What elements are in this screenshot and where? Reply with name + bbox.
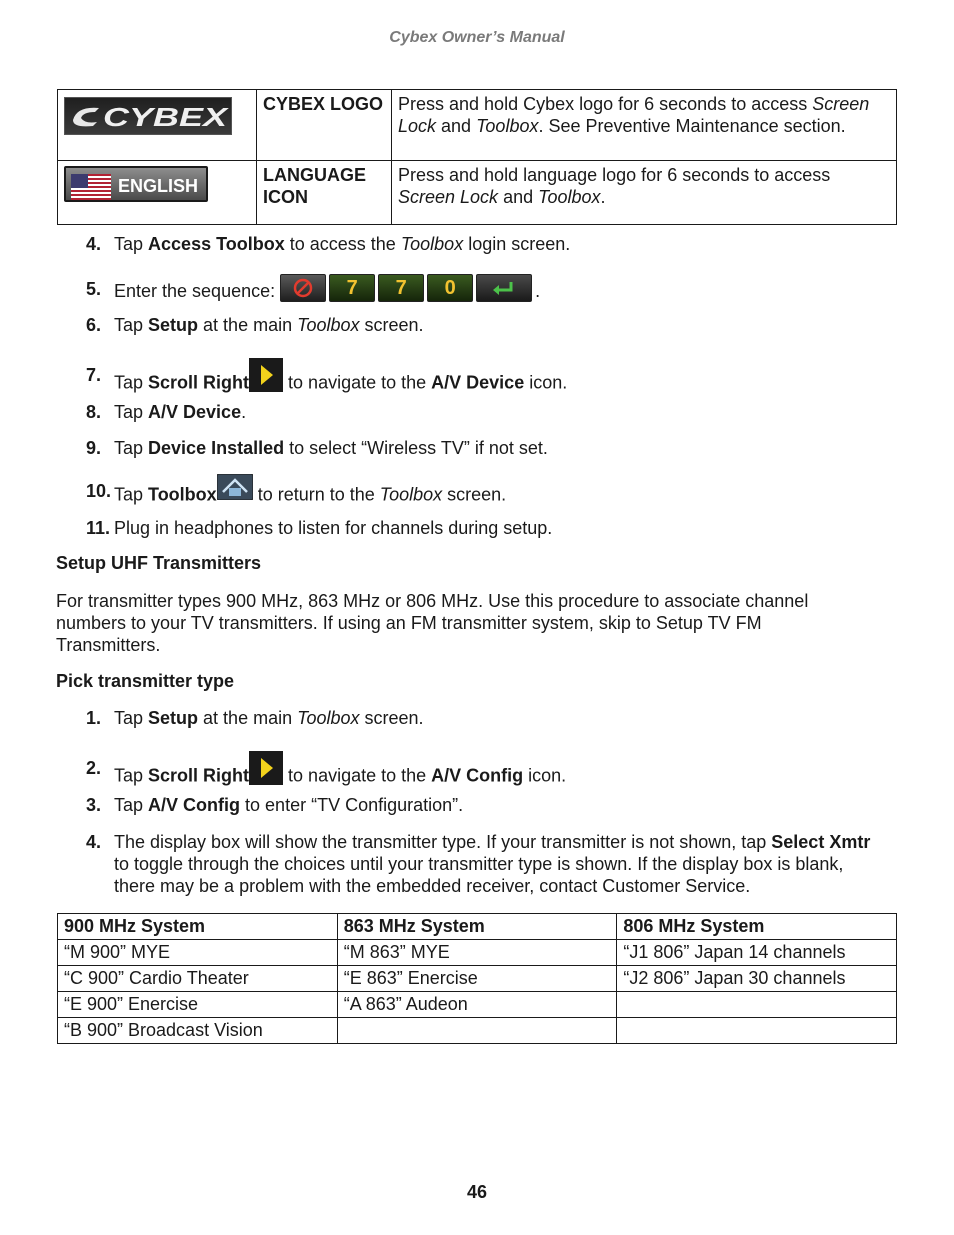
- instruction-text: Enter the sequence:: [114, 280, 281, 301]
- table-row: [58, 966, 897, 992]
- digit-key[interactable]: 7: [329, 274, 375, 302]
- ui-term: Scroll Right: [148, 372, 250, 393]
- icon-name-cell: [257, 90, 392, 161]
- list-item: [86, 401, 876, 423]
- table-cell: “E 863” Enercise: [337, 966, 617, 992]
- list-item: [86, 707, 876, 729]
- description-emphasis: Toolbox: [476, 116, 539, 136]
- column-header: 806 MHz System: [617, 914, 897, 940]
- instruction-text: icon.: [523, 765, 567, 786]
- cybex-logo-icon[interactable]: [64, 97, 232, 135]
- step-text: [114, 480, 876, 511]
- ui-term: A/V Config: [431, 765, 524, 786]
- table-cell: “C 900” Cardio Theater: [58, 966, 338, 992]
- step-text: [114, 364, 876, 403]
- description-text: Press and hold Cybex logo for 6 seconds to access: [398, 94, 813, 114]
- instruction-text: to access the: [284, 234, 401, 254]
- step-number: 1.: [86, 708, 102, 728]
- language-button[interactable]: [64, 166, 208, 202]
- icon-name-cell: [257, 161, 392, 225]
- step-text: [114, 401, 876, 423]
- scroll-right-icon[interactable]: [249, 358, 283, 397]
- instruction-text: Tap: [114, 484, 149, 505]
- step-text: [114, 831, 876, 897]
- instruction-text: Tap: [114, 402, 149, 422]
- instruction-text: to return to the: [252, 484, 380, 505]
- english-flag-icon: [71, 174, 111, 200]
- list-item: [86, 437, 876, 459]
- icon-cell: [58, 161, 257, 225]
- step-number: 10.: [86, 481, 112, 501]
- table-cell: “J2 806” Japan 30 channels: [617, 966, 897, 992]
- instruction-text: .: [241, 402, 247, 422]
- instruction-text: Plug in headphones to listen for channels during setup.: [114, 518, 553, 538]
- table-row: [58, 1018, 897, 1044]
- list-item: [86, 480, 876, 511]
- cancel-key-icon[interactable]: [280, 274, 326, 302]
- step-text: [114, 794, 876, 816]
- instruction-text: screen.: [359, 708, 424, 728]
- table-row: [58, 940, 897, 966]
- list-item: [86, 314, 876, 336]
- list-item: [86, 757, 876, 796]
- instruction-text: The display box will show the transmitter type. If your transmitter is not shown, tap: [114, 832, 772, 852]
- ui-term: Toolbox: [148, 484, 217, 505]
- instruction-text: Tap: [114, 438, 149, 458]
- step-text: [114, 707, 876, 729]
- instruction-text: to enter “TV Configuration”.: [240, 795, 464, 815]
- list-item: [86, 233, 876, 255]
- digit-key[interactable]: 7: [378, 274, 424, 302]
- icon-description-cell: [392, 90, 897, 161]
- step-text: [114, 757, 876, 796]
- step-text: [114, 233, 876, 255]
- ui-term: Select Xmtr: [771, 832, 871, 852]
- instruction-text: to navigate to the: [283, 372, 432, 393]
- step-number: 4.: [86, 832, 102, 852]
- screen-name: Toolbox: [297, 708, 360, 728]
- instruction-text: to toggle through the choices until your transmitter type is shown. If the display box is blank, there may be a problem with the embedded receiver, contact Customer Service.: [114, 854, 844, 896]
- icon-name: LANGUAGE ICON: [263, 165, 366, 207]
- table-header-row: [58, 914, 897, 940]
- step-number: 5.: [86, 279, 102, 299]
- description-emphasis: Screen Lock: [398, 94, 870, 136]
- subsection-heading: Pick transmitter type: [56, 671, 235, 691]
- instruction-text: at the main: [198, 708, 298, 728]
- table-cell: “E 900” Enercise: [58, 992, 338, 1018]
- ui-term: Setup: [148, 315, 199, 335]
- step-number: 9.: [86, 438, 102, 458]
- instruction-text: to navigate to the: [283, 765, 432, 786]
- step-number: 7.: [86, 365, 102, 385]
- screen-name: Toolbox: [297, 315, 360, 335]
- table-cell: [617, 1018, 897, 1044]
- instruction-text: Tap: [114, 372, 149, 393]
- list-item: [86, 364, 876, 403]
- instruction-text: screen.: [359, 315, 424, 335]
- icon-name: CYBEX LOGO: [263, 94, 384, 114]
- column-header: 863 MHz System: [337, 914, 617, 940]
- screen-name: Toolbox: [400, 234, 464, 254]
- list-item: [86, 831, 876, 897]
- step-text: [114, 314, 876, 336]
- running-header: Cybex Owner’s Manual: [389, 29, 565, 46]
- table-row: [58, 992, 897, 1018]
- table-cell: [617, 992, 897, 1018]
- step-number: 8.: [86, 402, 102, 422]
- table-cell: [337, 1018, 617, 1044]
- instruction-text: .: [535, 280, 541, 301]
- page-number: 46: [466, 1182, 488, 1202]
- ui-term: Setup: [148, 708, 199, 728]
- toolbox-icon[interactable]: [217, 474, 253, 505]
- table-cell: “J1 806” Japan 14 channels: [617, 940, 897, 966]
- step-number: 3.: [86, 795, 102, 815]
- description-text: Press and hold language logo for 6 seconds to access: [398, 165, 831, 185]
- section-paragraph: For transmitter types 900 MHz, 863 MHz or 806 MHz. Use this procedure to associate channel numbers to your TV transmitters. If using an FM transmitter system, skip to Setup TV FM Transmitters.: [56, 591, 809, 655]
- table-cell: “M 900” MYE: [58, 940, 338, 966]
- digit-key[interactable]: 0: [427, 274, 473, 302]
- instruction-text: at the main: [198, 315, 298, 335]
- step-text: [114, 278, 876, 306]
- instruction-text: Tap: [114, 765, 149, 786]
- icon-reference-table: [57, 89, 897, 225]
- scroll-right-icon[interactable]: [249, 751, 283, 790]
- ui-term: Scroll Right: [148, 765, 250, 786]
- step-number: 2.: [86, 758, 102, 778]
- step-number: 4.: [86, 234, 102, 254]
- description-text: and: [498, 187, 539, 207]
- description-text: .: [600, 187, 606, 207]
- instruction-text: Tap: [114, 708, 149, 728]
- section-heading: Setup UHF Transmitters: [56, 553, 262, 573]
- ui-term: Device Installed: [148, 438, 285, 458]
- table-row: [58, 90, 897, 161]
- screen-name: Toolbox: [379, 484, 443, 505]
- icon-description-cell: [392, 161, 897, 225]
- instruction-text: login screen.: [463, 234, 571, 254]
- step-number: 11.: [86, 518, 111, 538]
- description-text: and: [436, 116, 477, 136]
- list-item: [86, 794, 876, 816]
- instruction-text: Tap: [114, 234, 149, 254]
- step-number: 6.: [86, 315, 102, 335]
- ui-term: A/V Device: [431, 372, 525, 393]
- table-cell: “B 900” Broadcast Vision: [58, 1018, 338, 1044]
- description-text: . See Preventive Maintenance section.: [538, 116, 846, 136]
- instruction-text: Tap: [114, 315, 149, 335]
- step-text: [114, 437, 876, 459]
- step-text: [114, 517, 876, 539]
- list-item: [86, 517, 876, 539]
- description-emphasis: Toolbox: [538, 187, 601, 207]
- svg-text:CYBEX: CYBEX: [103, 102, 230, 132]
- transmitter-system-table: [57, 913, 897, 1044]
- table-row: [58, 161, 897, 225]
- instruction-text: screen.: [442, 484, 507, 505]
- list-item: [86, 278, 876, 306]
- column-header: 900 MHz System: [58, 914, 338, 940]
- ui-term: A/V Config: [148, 795, 241, 815]
- ui-term: A/V Device: [148, 402, 242, 422]
- instruction-text: to select “Wireless TV” if not set.: [284, 438, 548, 458]
- instruction-text: Tap: [114, 795, 149, 815]
- icon-cell: [58, 90, 257, 161]
- language-label: ENGLISH: [118, 176, 199, 196]
- enter-key-icon[interactable]: [476, 274, 532, 302]
- ui-term: Access Toolbox: [148, 234, 285, 254]
- description-emphasis: Screen Lock: [398, 187, 499, 207]
- table-cell: “M 863” MYE: [337, 940, 617, 966]
- instruction-text: icon.: [524, 372, 568, 393]
- table-cell: “A 863” Audeon: [337, 992, 617, 1018]
